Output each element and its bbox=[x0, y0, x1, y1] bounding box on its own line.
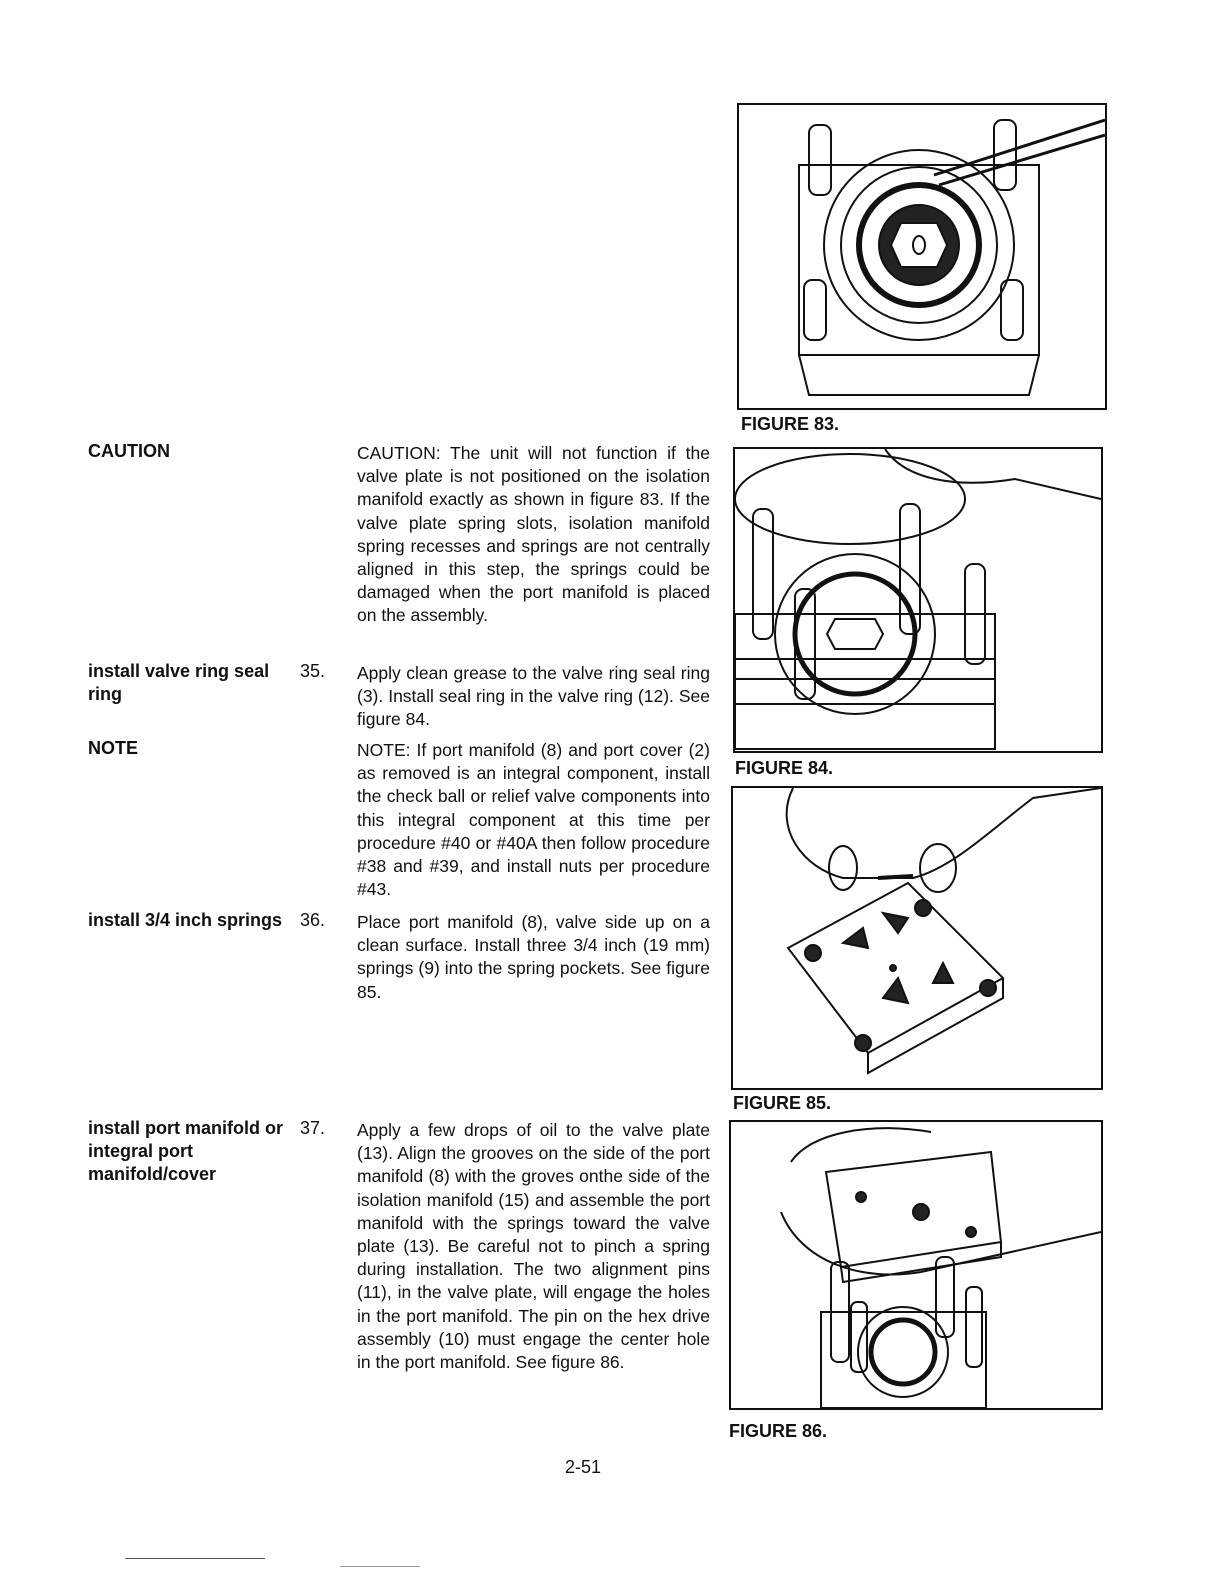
step-36-number: 36. bbox=[300, 910, 326, 930]
step-35-text: Apply clean grease to the valve ring seal ring (3). Install seal ring in the valve ring (12). See figure 84. bbox=[357, 663, 710, 730]
step-35-number: 35. bbox=[300, 661, 326, 681]
step-36-text: Place port manifold (8), valve side up on a clean surface. Install three 3/4 inch (19 mm) springs (9) into the spring pockets. See figure 85. bbox=[357, 912, 710, 1002]
note-label: NOTE bbox=[88, 738, 139, 758]
figure-86-caption: FIGURE 86. bbox=[729, 1421, 828, 1441]
step-37-number: 37. bbox=[300, 1118, 326, 1138]
figure-83-illustration bbox=[737, 103, 1107, 410]
step-37-text: Apply a few drops of oil to the valve plate (13). Align the grooves on the side of the port manifold (8) with the groves onthe side of the isolation manifold (15) and assemble the port manifold with the springs toward the valve plate (13). Be careful not to pinch a spring during installation. The two alignment pins (11), in the valve plate, will engage the holes in the port manifold. The pin on the hex drive assembly (10) must engage the center hole in the port manifold. See figure 86. bbox=[357, 1120, 710, 1373]
step-35-label: install valve ring seal ring bbox=[88, 661, 270, 704]
step-36-label: install 3/4 inch springs bbox=[88, 910, 283, 930]
step-37-label: install port manifold or integral port manifold/cover bbox=[88, 1118, 284, 1184]
caution-label: CAUTION bbox=[88, 441, 170, 461]
figure-86-illustration bbox=[729, 1120, 1103, 1410]
page-number: 2-51 bbox=[565, 1457, 602, 1477]
scan-artifact-line bbox=[125, 1558, 265, 1559]
figure-84-illustration bbox=[733, 447, 1103, 753]
note-text: NOTE: If port manifold (8) and port cover (2) as removed is an integral component, install the check ball or relief valve components into this integral component at this time per procedure #40 or #40A then follow procedure #38 and #39, and install nuts per procedure #43. bbox=[357, 740, 710, 900]
figure-83-caption: FIGURE 83. bbox=[741, 414, 840, 434]
caution-text: CAUTION: The unit will not function if the valve plate is not positioned on the isolation manifold exactly as shown in figure 83. If the valve plate spring slots, isolation manifold spring recesses and springs are not centrally aligned in this step, the springs could be damaged when the port manifold is placed on the assembly. bbox=[357, 443, 710, 626]
scan-artifact-line bbox=[340, 1566, 420, 1567]
figure-84-caption: FIGURE 84. bbox=[735, 758, 834, 778]
figure-85-illustration bbox=[731, 786, 1103, 1090]
figure-85-caption: FIGURE 85. bbox=[733, 1093, 832, 1113]
